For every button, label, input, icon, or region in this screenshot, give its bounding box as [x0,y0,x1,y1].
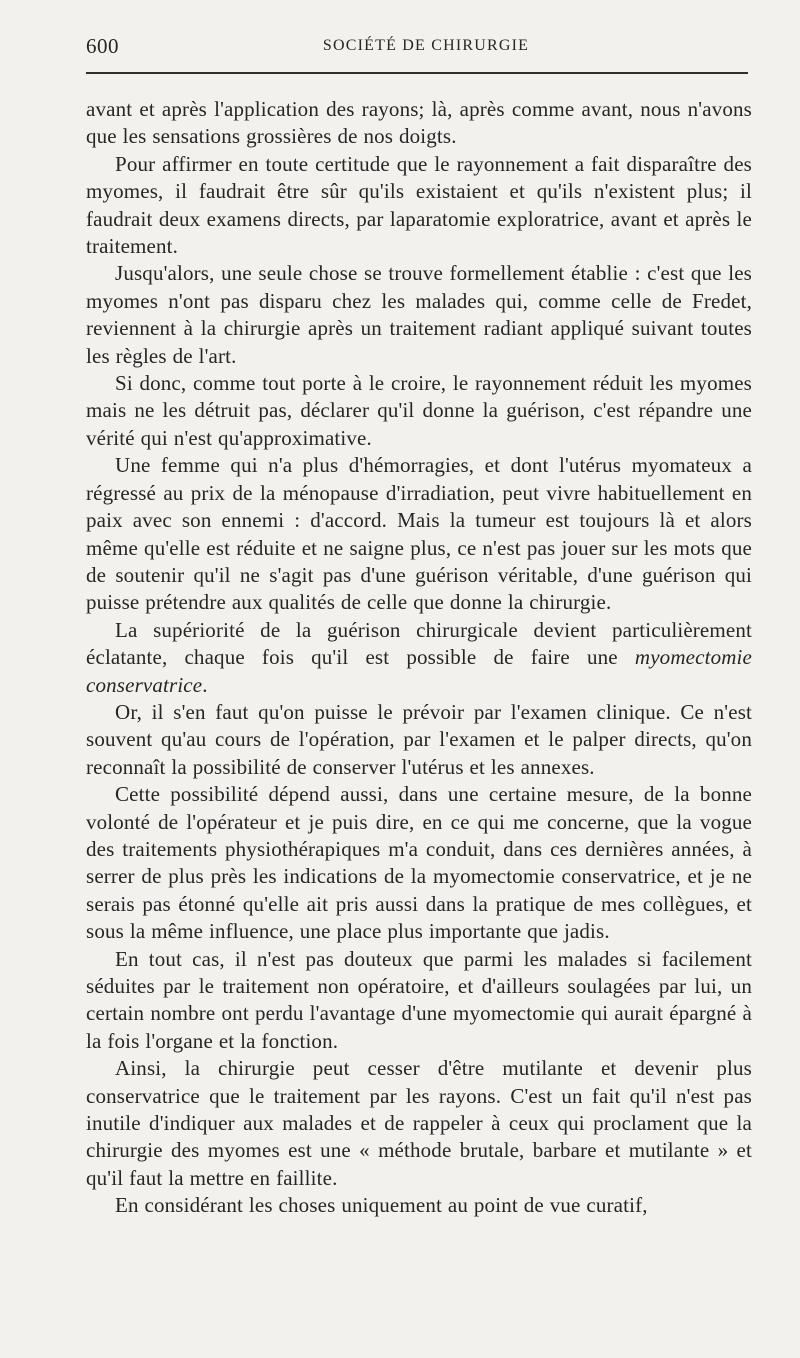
body-text [86,96,752,1220]
page-number: 600 [86,34,119,58]
running-head [86,34,754,60]
paragraph: Cette possibilité dépend aussi, dans une certaine mesure, de la bonne volonté de l'opérateur et je puis dire, en ce qui me concerne, que la vogue des traitements physiothérapiques m'a conduit, dans ces dernières années, à serrer de plus près les indications de la myomectomie conservatrice, et je ne serais pas étonné qu'elle ait pris aussi dans la pratique de mes collègues, et sous la même influence, une place plus importante que jadis. [86,782,752,944]
paragraph: Une femme qui n'a plus d'hémorragies, et dont l'utérus myomateux a régressé au prix de la ménopause d'irradiation, peut vivre habituellement en paix avec son ennemi : d'accord. Mais la tumeur est toujours là et alors même qu'elle est réduite et ne saigne plus, ce n'est pas jouer sur les mots que de soutenir qu'il ne s'agit pas d'une guérison véritable, d'une guérison qui puisse prétendre aux qualités de celle que donne la chirurgie. [86,453,752,615]
paragraph: Or, il s'en faut qu'on puisse le prévoir par l'examen clinique. Ce n'est souvent qu'au cours de l'opération, par l'examen et le palper directs, qu'on reconnaît la possibilité de conserver l'utérus et les annexes. [86,699,752,779]
journal-title: SOCIÉTÉ DE CHIRURGIE [322,37,530,54]
paragraph-text: . [202,672,208,697]
paragraph: avant et après l'application des rayons; là, après comme avant, nous n'avons que les sensations grossières de nos doigts. [86,97,752,149]
paragraph: Pour affirmer en toute certitude que le rayonnement a fait disparaître des myomes, il faudrait être sûr qu'ils existaient et qu'ils n'existent plus; il faudrait deux examens directs, par laparatomie exploratrice, avant et après le traitement. [86,151,752,259]
paragraph: Si donc, comme tout porte à le croire, le rayonnement réduit les myomes mais ne les détruit pas, déclarer qu'il donne la guérison, c'est répandre une vérité qui n'est qu'approximative. [86,371,752,450]
paragraph: Ainsi, la chirurgie peut cesser d'être mutilante et devenir plus conservatrice que le traitement par les rayons. C'est un fait qu'il n'est pas inutile d'indiquer aux malades et de rappeler à ceux qui proclament que la chirurgie des myomes est une « méthode brutale, barbare et mutilante » et qu'il faut la mettre en faillite. [86,1056,752,1190]
paragraph: En tout cas, il n'est pas douteux que parmi les malades si facilement séduites par le traitement non opératoire, et d'ailleurs soulagées par lui, un certain nombre ont perdu l'avantage d'une myomectomie qui aurait épargné à la fois l'organe et la fonction. [86,946,752,1053]
header-rule [86,72,748,74]
paragraph-text: La supériorité de la guérison chirurgicale devient particulièrement éclatante, chaque fois qu'il est possible de faire une [86,617,752,670]
paragraph: Jusqu'alors, une seule chose se trouve formellement établie : c'est que les myomes n'ont pas disparu chez les malades qui, comme celle de Fredet, reviennent à la chirurgie après un traitement radiant appliqué suivant toutes les règles de l'art. [86,261,752,368]
paragraph: En considérant les choses uniquement au point de vue curatif, [115,1193,648,1218]
italic-term: myomectomie conservatrice [86,645,752,697]
paragraph [86,617,752,699]
